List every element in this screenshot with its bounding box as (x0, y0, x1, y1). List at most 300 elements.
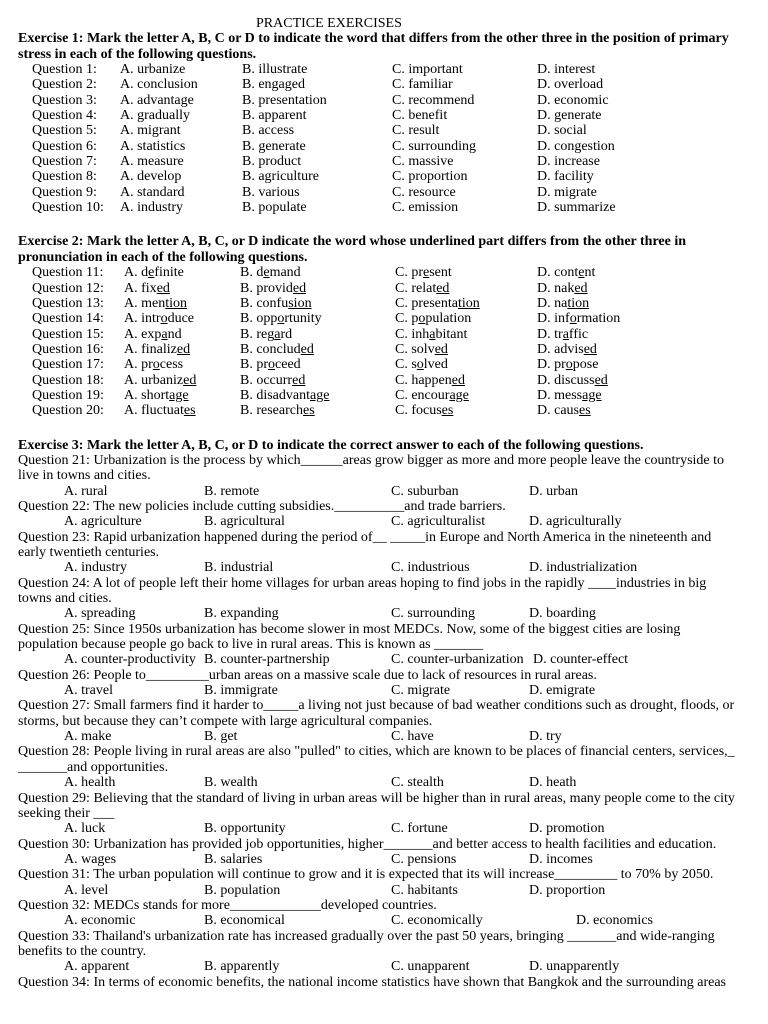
answer-option: A. spreading (64, 606, 136, 622)
answer-option: D. migrate (537, 184, 597, 200)
answer-option: C. proportion (392, 169, 468, 185)
option-text-before: intr (141, 311, 161, 327)
answer-option: D. boarding (529, 606, 596, 622)
question-row (18, 373, 742, 388)
option-text-after: nt (584, 265, 596, 281)
underlined-part: a (429, 326, 436, 342)
option-text-after: duce (167, 311, 195, 327)
answer-option: A. wages (64, 851, 117, 867)
underlined-part: o (277, 311, 285, 327)
question (18, 929, 742, 975)
option-text-before: occurr (256, 372, 293, 388)
option-text-before: short (141, 387, 170, 403)
option-text-after: bitant (435, 326, 468, 342)
option-text-before: happen (411, 372, 452, 388)
answer-option: C. unapparent (391, 959, 470, 975)
option-letter: A. (124, 372, 138, 388)
answer-option: A. statistics (120, 138, 186, 154)
question-label: Question 3: (32, 92, 97, 108)
exercise-2-heading: Exercise 2: Mark the letter A, B, C, or D indicate the word whose underlined part differs from the other three in pronunciation in each of the following questions. (18, 234, 687, 265)
page-title: PRACTICE EXERCISES (256, 16, 402, 31)
answer-option (537, 388, 602, 403)
option-text-before: reg (256, 326, 275, 342)
option-text-before: discuss (554, 372, 595, 388)
question-text: Question 23: Rapid urbanization happened during the period of__ _____in Europe and North America in the nineteenth and early twentieth centuries. (18, 529, 712, 560)
question-row (18, 185, 742, 200)
option-text-before: cont (554, 265, 579, 281)
answer-options (18, 775, 742, 790)
answer-option (395, 327, 467, 342)
question-text: Question 33: Thailand's urbanization rate has increased gradually over the past 50 years, bringing _______and wide-ranging benefits to the country. (18, 928, 715, 959)
answer-option: C. pensions (391, 851, 457, 867)
underlined-part: o (416, 357, 424, 373)
answer-option (537, 296, 589, 311)
answer-option: B. opportunity (204, 821, 286, 837)
answer-option: B. economical (204, 913, 285, 929)
answer-option (537, 373, 608, 388)
question (18, 499, 742, 530)
question (18, 867, 742, 898)
underlined-part: ed (451, 372, 465, 388)
option-letter: B. (240, 311, 253, 327)
answer-option: B. immigrate (204, 683, 278, 699)
answer-option: B. population (204, 882, 281, 898)
answer-option: B. access (242, 123, 295, 139)
answer-option: D. social (537, 123, 587, 139)
question (18, 837, 742, 868)
option-letter: C. (395, 326, 408, 342)
option-text-after: rd (280, 326, 293, 342)
option-letter: B. (240, 326, 253, 342)
answer-option: C. surrounding (391, 606, 475, 622)
answer-option: A. migrant (120, 123, 181, 139)
underlined-part: e (578, 265, 585, 281)
option-text-before: men (141, 295, 166, 311)
underlined-part: ed (176, 341, 191, 357)
question-label: Question 2: (32, 77, 97, 93)
option-text-before: advis (554, 341, 584, 357)
answer-option: C. economically (391, 913, 483, 929)
question-text: Question 30: Urbanization has provided job opportunities, higher_______and better access to health facilities and education. (18, 836, 717, 852)
option-text-before: pr (141, 357, 153, 373)
option-letter: C. (395, 372, 408, 388)
question-label: Question 11: (32, 265, 104, 281)
question-text: Question 27: Small farmers find it harder to_____a living not just because of bad weather conditions such as drought, floods, or storms, but because they can’t compete with large agricultural companies. (18, 698, 735, 729)
option-letter: A. (124, 295, 138, 311)
option-text-after: mand (269, 265, 301, 281)
question (18, 622, 742, 668)
answer-option: B. agricultural (204, 514, 285, 530)
answer-option: A. industry (120, 200, 183, 216)
answer-option (240, 311, 322, 326)
answer-option: A. gradually (120, 108, 190, 124)
question (18, 668, 742, 699)
option-text-after: sent (429, 265, 452, 281)
answer-option (124, 373, 196, 388)
answer-options (18, 959, 742, 974)
question-text: Question 24: A lot of people left their home villages for urban areas hoping to find jobs in the rapidly ____industries in big towns and cities. (18, 575, 707, 607)
answer-options (18, 913, 742, 928)
answer-option: B. presentation (242, 92, 327, 108)
question (18, 744, 742, 790)
underlined-part: o (160, 311, 168, 327)
question-row (18, 77, 742, 92)
option-letter: D. (537, 357, 551, 373)
question-label: Question 15: (32, 326, 104, 342)
question (18, 975, 742, 990)
underlined-part: age (582, 387, 602, 403)
option-text-before: tr (554, 326, 563, 342)
exercise-1-questions (18, 62, 742, 215)
question-row (18, 342, 742, 357)
answer-option: C. migrate (391, 683, 451, 699)
option-text-before: fluctuat (141, 403, 184, 419)
option-text-before: presenta (411, 295, 458, 311)
answer-option: A. economic (64, 913, 136, 929)
option-letter: B. (240, 387, 253, 403)
underlined-part: ed (292, 280, 307, 296)
answer-option: A. standard (120, 184, 185, 200)
underlined-part: ed (156, 280, 170, 296)
answer-option: A. advantage (120, 92, 194, 108)
answer-option (240, 357, 301, 372)
answer-option: C. suburban (391, 483, 459, 499)
answer-option: D. counter-effect (533, 652, 629, 668)
underlined-part: o (152, 357, 160, 373)
question-text: Question 22: The new policies include cutting subsidies.__________and trade barriers. (18, 498, 506, 514)
answer-option: C. result (392, 123, 440, 139)
answer-option: D. promotion (529, 821, 605, 837)
answer-option (124, 311, 194, 326)
answer-option (537, 403, 591, 418)
option-text-before: research (256, 403, 303, 419)
question-row (18, 281, 742, 296)
answer-option: C. familiar (392, 77, 453, 93)
option-letter: D. (537, 341, 551, 357)
answer-option: D. agriculturally (529, 514, 622, 530)
answer-option (395, 357, 448, 372)
underlined-part: es (441, 403, 454, 419)
answer-option: C. recommend (392, 92, 475, 108)
question-label: Question 10: (32, 200, 104, 216)
question-label: Question 12: (32, 280, 104, 296)
underlined-part: e (263, 265, 270, 281)
option-text-before: fix (141, 280, 157, 296)
option-text-before: pr (256, 357, 269, 373)
answer-option (240, 327, 292, 342)
answer-option (124, 296, 187, 311)
option-letter: A. (124, 326, 138, 342)
underlined-part: sion (288, 295, 312, 311)
question (18, 898, 742, 929)
option-text-before: disadvant (256, 387, 310, 403)
question-row (18, 265, 742, 280)
option-letter: B. (240, 341, 253, 357)
option-letter: D. (537, 295, 551, 311)
answer-option (537, 311, 620, 326)
answer-option: B. remote (204, 483, 260, 499)
option-letter: B. (240, 403, 253, 419)
underlined-part: ed (583, 341, 597, 357)
option-letter: B. (240, 372, 253, 388)
underlined-part: a (161, 326, 168, 342)
answer-option (537, 357, 598, 372)
question-text: Question 29: Believing that the standard of living in urban areas will be higher than in rural areas, many people come to the city seeking their ___ (18, 790, 735, 821)
answer-option: B. engaged (242, 77, 305, 93)
option-text-after: finite (154, 265, 184, 281)
question (18, 576, 742, 622)
answer-option: C. industrious (391, 560, 470, 576)
answer-option (124, 281, 170, 296)
answer-options (18, 560, 742, 575)
option-text-before: pr (554, 357, 566, 373)
underlined-part: o (565, 357, 573, 373)
question-row (18, 108, 742, 123)
answer-option: C. habitants (391, 882, 458, 898)
exercise-1 (18, 31, 742, 215)
answer-option (240, 281, 306, 296)
answer-option: B. illustrate (242, 62, 308, 78)
answer-option (395, 296, 480, 311)
answer-option: D. try (529, 729, 562, 745)
underlined-part: ed (594, 372, 608, 388)
underlined-part: ed (436, 280, 450, 296)
answer-option: C. agriculturalist (391, 514, 486, 530)
answer-option: C. important (392, 62, 463, 78)
answer-option: A. urbanize (120, 62, 186, 78)
answer-option: C. surrounding (392, 138, 476, 154)
answer-option: B. apparent (242, 108, 307, 124)
option-text-after: nd (167, 326, 182, 342)
question-label: Question 6: (32, 138, 97, 154)
option-text-before: na (554, 295, 568, 311)
option-letter: D. (537, 265, 551, 281)
answer-option: D. interest (537, 62, 596, 78)
option-letter: C. (395, 387, 408, 403)
question-row (18, 139, 742, 154)
option-text-before: pr (411, 265, 424, 281)
question-label: Question 13: (32, 295, 104, 311)
answer-option: D. economic (537, 92, 609, 108)
answer-options (18, 883, 742, 898)
option-letter: C. (395, 311, 408, 327)
answer-option: A. luck (64, 821, 106, 837)
underlined-part: o (418, 311, 426, 327)
underlined-part: a (274, 326, 281, 342)
option-letter: A. (124, 403, 138, 419)
option-letter: C. (395, 265, 408, 281)
option-letter: C. (395, 295, 408, 311)
answer-option: B. wealth (204, 775, 258, 791)
exercise-2-questions (18, 265, 742, 418)
answer-option: A. health (64, 775, 116, 791)
question (18, 698, 742, 744)
exercise-2 (18, 234, 742, 418)
answer-option: D. emigrate (529, 683, 596, 699)
answer-option: D. unapparently (529, 959, 620, 975)
answer-option: C. resource (392, 184, 456, 200)
answer-option (240, 265, 301, 280)
answer-option (395, 281, 449, 296)
option-text-before: relat (411, 280, 437, 296)
answer-option: C. have (391, 729, 434, 745)
question-label: Question 19: (32, 387, 104, 403)
answer-option: A. develop (120, 169, 182, 185)
option-text-before: p (411, 311, 419, 327)
underlined-part: tion (567, 295, 590, 311)
answer-option: C. stealth (391, 775, 444, 791)
option-text-before: opp (256, 311, 278, 327)
answer-option: B. various (242, 184, 300, 200)
exercise-3-heading: Exercise 3: Mark the letter A, B, C, or D to indicate the correct answer to each of the following questions. (18, 437, 644, 453)
option-text-before: solv (411, 341, 435, 357)
question-row (18, 123, 742, 138)
option-text-before: urbaniz (141, 372, 184, 388)
answer-option (537, 265, 595, 280)
answer-option: A. counter-productivity (64, 652, 196, 668)
option-text-before: provid (256, 280, 293, 296)
underlined-part: ed (292, 372, 306, 388)
answer-option (395, 265, 452, 280)
answer-option: B. industrial (204, 560, 274, 576)
answer-option (395, 311, 471, 326)
answer-option: A. industry (64, 560, 127, 576)
question-row (18, 357, 742, 372)
question-row (18, 154, 742, 169)
answer-option: C. emission (392, 200, 459, 216)
option-letter: D. (537, 311, 551, 327)
answer-option: D. overload (537, 77, 604, 93)
answer-option (124, 388, 189, 403)
answer-option: C. benefit (392, 108, 448, 124)
option-letter: B. (240, 295, 253, 311)
answer-options (18, 852, 742, 867)
option-letter: D. (537, 280, 551, 296)
underlined-part: es (579, 403, 591, 419)
question-row (18, 169, 742, 184)
option-text-before: conclud (256, 341, 301, 357)
question-label: Question 5: (32, 123, 97, 139)
underlined-part: age (449, 387, 469, 403)
option-text-before: mess (554, 387, 583, 403)
answer-options (18, 484, 742, 499)
answer-option: D. proportion (529, 882, 606, 898)
answer-option (395, 388, 469, 403)
answer-option (537, 327, 588, 342)
question-text: Question 21: Urbanization is the process by which______areas grow bigger as more and more people leave the countryside to live in towns and cities. (18, 452, 725, 484)
option-letter: C. (395, 357, 408, 373)
answer-option: D. congestion (537, 138, 615, 154)
option-text-after: lved (423, 357, 448, 373)
question-label: Question 1: (32, 62, 97, 78)
option-letter: B. (240, 280, 253, 296)
underlined-part: tion (458, 295, 480, 311)
option-text-before: focus (411, 403, 442, 419)
question-label: Question 18: (32, 372, 104, 388)
answer-option (124, 265, 184, 280)
answer-option: B. populate (242, 200, 307, 216)
option-letter: D. (537, 372, 551, 388)
answer-option (395, 342, 448, 357)
answer-option: B. agriculture (242, 169, 319, 185)
option-letter: B. (240, 265, 253, 281)
answer-option: C. massive (392, 154, 454, 170)
answer-option: D. summarize (537, 200, 616, 216)
question-text: Question 25: Since 1950s urbanization has become slower in most MEDCs. Now, some of the biggest cities are losing population because people go back to live in rural areas. This is known as _______ (18, 621, 681, 653)
answer-option (395, 403, 453, 418)
question (18, 453, 742, 499)
option-letter: D. (537, 326, 551, 342)
option-text-before: finaliz (141, 341, 177, 357)
option-text-before: exp (141, 326, 162, 342)
answer-option (240, 403, 315, 418)
answer-option: A. travel (64, 683, 113, 699)
question-text: Question 34: In terms of economic benefits, the national income statistics have shown that Bangkok and the surrounding areas (18, 974, 726, 990)
option-letter: D. (537, 403, 551, 419)
option-letter: A. (124, 357, 138, 373)
underlined-part: ed (434, 341, 448, 357)
answer-option (124, 327, 182, 342)
answer-option (240, 342, 314, 357)
answer-option: D. generate (537, 108, 602, 124)
exercise-3-questions (18, 453, 742, 990)
answer-options (18, 652, 742, 667)
answer-option (124, 357, 183, 372)
question-row (18, 93, 742, 108)
answer-option: B. counter-partnership (204, 652, 330, 668)
underlined-part: o (569, 311, 577, 327)
underlined-part: ed (300, 341, 314, 357)
answer-option: B. get (204, 729, 238, 745)
option-text-before: s (411, 357, 417, 373)
option-text-after: ffic (568, 326, 589, 342)
answer-option: C. counter-urbanization (391, 652, 524, 668)
option-letter: A. (124, 311, 138, 327)
option-letter: A. (124, 387, 138, 403)
answer-option: D. urban (529, 483, 578, 499)
answer-option: A. measure (120, 154, 184, 170)
answer-option: B. apparently (204, 959, 280, 975)
option-text-before: nak (554, 280, 575, 296)
question-row (18, 311, 742, 326)
answer-options (18, 683, 742, 698)
question-text: Question 32: MEDCs stands for more_____________developed countries. (18, 897, 437, 913)
answer-option (240, 373, 305, 388)
question-row (18, 296, 742, 311)
underlined-part: e (423, 265, 430, 281)
answer-option: D. incomes (529, 851, 593, 867)
question-row (18, 200, 742, 215)
answer-option: B. expanding (204, 606, 279, 622)
answer-option (395, 373, 465, 388)
answer-options (18, 729, 742, 744)
answer-option (240, 296, 312, 311)
option-text-before: inf (554, 311, 570, 327)
underlined-part: o (268, 357, 276, 373)
option-letter: A. (124, 341, 138, 357)
question-label: Question 14: (32, 311, 104, 327)
option-text-after: rtunity (284, 311, 322, 327)
answer-option: D. economics (576, 913, 653, 929)
question-label: Question 7: (32, 154, 97, 170)
option-letter: C. (395, 280, 408, 296)
option-text-before: encour (411, 387, 450, 403)
option-letter: D. (537, 387, 551, 403)
answer-option: C. fortune (391, 821, 448, 837)
option-letter: B. (240, 357, 253, 373)
question-label: Question 8: (32, 169, 97, 185)
option-text-before: d (256, 265, 264, 281)
